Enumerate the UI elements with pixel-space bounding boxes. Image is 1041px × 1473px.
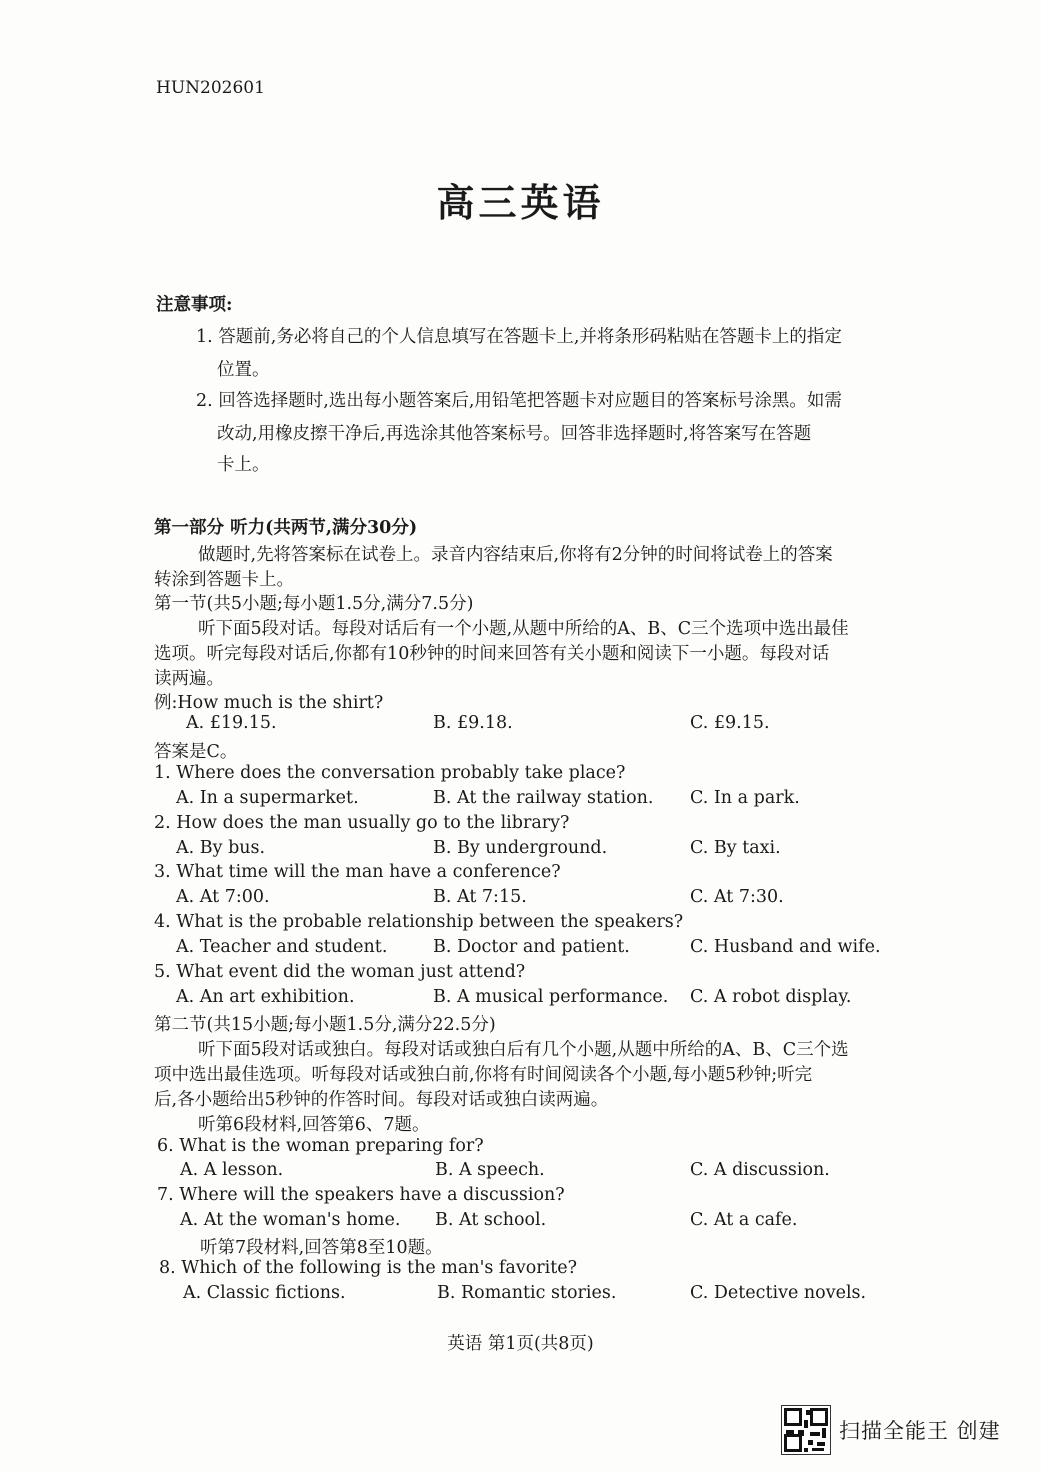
question: 1. Where does the conversation probably take place? xyxy=(154,763,626,783)
notice-line: 改动,用橡皮擦干净后,再选涂其他答案标号。回答非选择题时,将答案写在答题 xyxy=(217,424,812,444)
example-option-a: A. £19.15. xyxy=(186,713,277,733)
option-b: B. Doctor and patient. xyxy=(433,937,630,957)
section1-intro: 读两遍。 xyxy=(154,669,224,689)
option-c: C. By taxi. xyxy=(690,838,781,858)
section1-intro: 选项。听完每段对话后,你都有10秒钟的时间来回答有关小题和阅读下一小题。每段对话 xyxy=(154,644,830,664)
section2-intro: 听下面5段对话或独白。每段对话或独白后有几个小题,从题中所给的A、B、C三个选 xyxy=(198,1040,849,1060)
option-b: B. Romantic stories. xyxy=(437,1283,617,1303)
question: 2. How does the man usually go to the library? xyxy=(154,813,570,833)
question: 5. What event did the woman just attend? xyxy=(154,962,526,982)
notice-line: 1. 答题前,务必将自己的个人信息填写在答题卡上,并将条形码粘贴在答题卡上的指定 xyxy=(196,327,842,347)
option-c: C. Husband and wife. xyxy=(690,937,881,957)
question: 4. What is the probable relationship between the speakers? xyxy=(154,912,684,932)
option-b: B. At school. xyxy=(435,1210,547,1230)
option-a: A. At 7:00. xyxy=(176,887,270,907)
option-a: A. At the woman's home. xyxy=(180,1210,401,1230)
notice-line: 2. 回答选择题时,选出每小题答案后,用铅笔把答题卡对应题目的答案标号涂黑。如需 xyxy=(196,391,842,411)
option-c: C. At a cafe. xyxy=(690,1210,798,1230)
scanner-watermark-text: 扫描全能王 创建 xyxy=(839,1419,1001,1443)
option-c: C. A discussion. xyxy=(690,1160,830,1180)
notice-line: 卡上。 xyxy=(217,455,270,475)
option-c: C. Detective novels. xyxy=(690,1283,867,1303)
qr-code-icon xyxy=(781,1405,831,1455)
section1-intro: 听下面5段对话。每段对话后有一个小题,从题中所给的A、B、C三个选项中选出最佳 xyxy=(198,619,849,639)
scanner-watermark xyxy=(781,1405,1001,1455)
notice-line: 位置。 xyxy=(217,360,270,380)
example-option-b: B. £9.18. xyxy=(433,713,513,733)
example-question: 例:How much is the shirt? xyxy=(154,693,384,713)
option-c: C. At 7:30. xyxy=(690,887,784,907)
question: 3. What time will the man have a conference? xyxy=(154,862,561,882)
example-option-c: C. £9.15. xyxy=(690,713,770,733)
option-c: C. In a park. xyxy=(690,788,800,808)
material-heading: 听第6段材料,回答第6、7题。 xyxy=(198,1115,430,1135)
question: 6. What is the woman preparing for? xyxy=(157,1136,484,1156)
option-b: B. A musical performance. xyxy=(433,987,669,1007)
part1-intro: 做题时,先将答案标在试卷上。录音内容结束后,你将有2分钟的时间将试卷上的答案 xyxy=(198,545,833,565)
page-title: 高三英语 xyxy=(436,180,605,225)
section1-heading: 第一节(共5小题;每小题1.5分,满分7.5分) xyxy=(154,594,474,614)
exam-code: HUN202601 xyxy=(156,78,265,98)
example-answer: 答案是C。 xyxy=(154,742,238,762)
option-b: B. At the railway station. xyxy=(433,788,654,808)
option-a: A. A lesson. xyxy=(180,1160,284,1180)
section2-heading: 第二节(共15小题;每小题1.5分,满分22.5分) xyxy=(154,1015,496,1035)
material-heading: 听第7段材料,回答第8至10题。 xyxy=(200,1238,443,1258)
part1-heading: 第一部分 听力(共两节,满分30分) xyxy=(154,518,418,538)
page-footer: 英语 第1页(共8页) xyxy=(447,1334,594,1354)
option-b: B. By underground. xyxy=(433,838,608,858)
question: 7. Where will the speakers have a discussion? xyxy=(157,1185,565,1205)
option-a: A. An art exhibition. xyxy=(176,987,355,1007)
option-b: B. A speech. xyxy=(435,1160,545,1180)
section2-intro: 后,各小题给出5秒钟的作答时间。每段对话或独白读两遍。 xyxy=(154,1090,609,1110)
option-b: B. At 7:15. xyxy=(433,887,527,907)
section2-intro: 项中选出最佳选项。听每段对话或独白前,你将有时间阅读各个小题,每小题5秒钟;听完 xyxy=(154,1065,813,1085)
option-c: C. A robot display. xyxy=(690,987,852,1007)
option-a: A. In a supermarket. xyxy=(176,788,359,808)
part1-intro: 转涂到答题卡上。 xyxy=(154,570,294,590)
notice-heading: 注意事项: xyxy=(156,295,233,315)
option-a: A. Teacher and student. xyxy=(176,937,388,957)
option-a: A. Classic fictions. xyxy=(183,1283,346,1303)
question: 8. Which of the following is the man's favorite? xyxy=(159,1258,577,1278)
option-a: A. By bus. xyxy=(176,838,266,858)
